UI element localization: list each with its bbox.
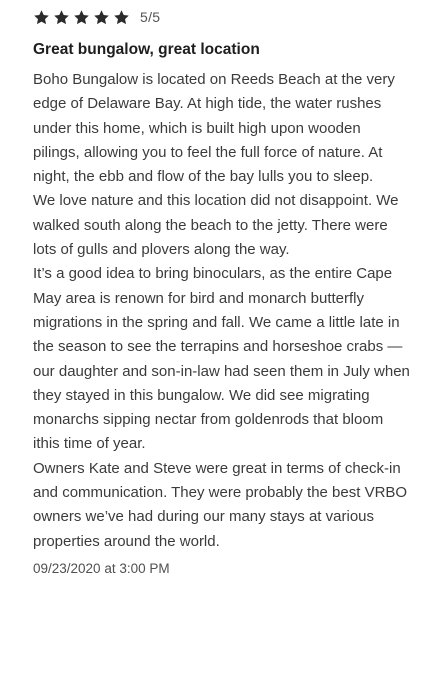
star-icon [93,9,110,26]
star-rating [33,9,130,26]
review-paragraph: Owners Kate and Steve were great in terms of check-in and communication. They were probably the best VRBO owners we’ve had during our many stays at various properties around the world. [33,459,408,550]
review-paragraph: Boho Bungalow is located on Reeds Beach at the very edge of Delaware Bay. At high tide, the water rushes under this home, which is built high upon wooden pilings, allowing you to feel the full force of nature. At night, the ebb and flow of the bay lulls you to sleep. [33,71,395,186]
review-body [33,68,411,554]
star-icon [113,9,130,26]
review-paragraph: We love nature and this location did not disappoint. We walked south along the beach to the jetty. There were lots of gulls and plovers along the way. [33,192,399,259]
rating-text: 5/5 [140,9,161,25]
rating-row [33,6,411,28]
review-paragraph: It’s a good idea to bring binoculars, as the entire Cape May area is renown for bird and monarch butterfly migrations in the spring and fall. We came a little late in the season to see the terrapins and horseshoe crabs — our daughter and son-in-law had seen them in July when they stayed in this bungalow. We did see migrating monarchs sipping nectar from goldenrods that bloom ithis time of year. [33,265,410,453]
star-icon [33,9,50,26]
review-title: Great bungalow, great location [33,41,260,58]
review-date: 09/23/2020 at 3:00 PM [33,560,170,576]
star-icon [73,9,90,26]
star-icon [53,9,70,26]
